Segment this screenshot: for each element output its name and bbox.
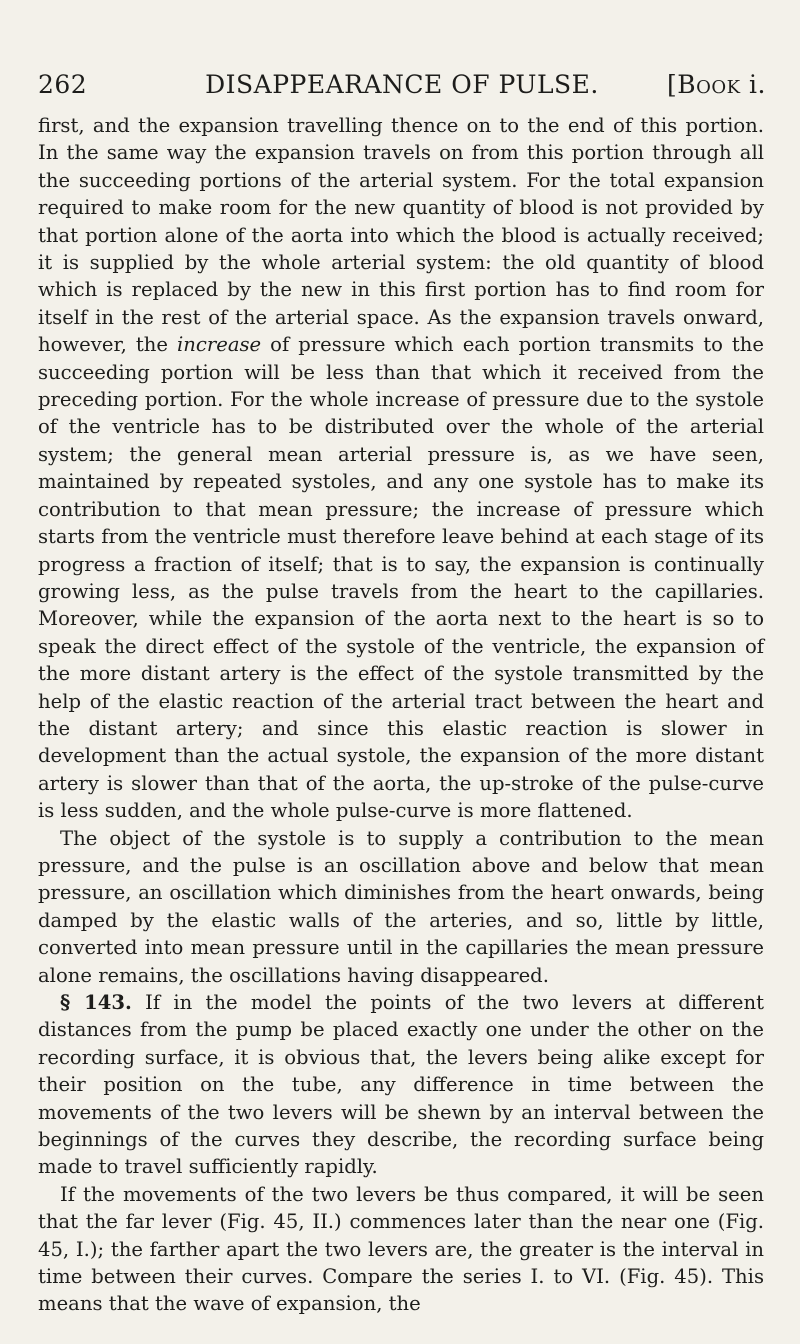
section-number: § 143. [60, 991, 132, 1014]
paragraph-2: The object of the systole is to supply a contribution to the mean pressure, and the pulse is an oscillation above and below that mean pressure, an oscillation which diminishes from the heart onwards, being damped by the elastic walls of the arteries, and so, little by little, converted into mean pressure until in the capillaries the mean pressure alone remains, the oscillations having disappeared. [38, 826, 764, 987]
paragraph-1-emphasis: increase [177, 333, 262, 357]
running-title: DISAPPEARANCE OF PULSE. [205, 70, 599, 99]
paragraph-3-text: If in the model the points of the two levers at different distances from the pump be placed exactly one under the other on the recording surface, it is obvious that, the levers being alike except for their position on the tube, any difference in time between the movements of the two levers will be shewn by an interval between the beginnings of the curves they describe, the recording surface being made to travel sufficiently rapidly. [38, 991, 764, 1179]
paragraph-4: If the movements of the two levers be thus compared, it will be seen that the far lever (Fig. 45, II.) commences later than the near one (Fig. 45, I.); the farther apart the two levers are, the greater is the interval in time between their curves. Compare the series I. to VI. (Fig. 45). This means that the wave of expansion, the [38, 1182, 764, 1316]
paragraph-1-text-a: first, and the expansion travelling thence on to the end of this portion. In the same way the expansion travels on from this portion through all the succeeding portions of the arterial system. For the total expansion required to make room for the new quantity of blood is not provided by that portion alone of the aorta into which the blood is actually received; it is supplied by the whole arterial system: the old quantity of blood which is replaced by the new in this first portion has to find room for itself in the rest of the arterial space. As the expansion travels onward, however, the [38, 114, 764, 357]
paragraph-1-text-b: of pressure which each portion transmits to the succeeding portion will be less than that which it received from the preceding portion. For the whole increase of pressure due to the systole of the ventricle has to be distributed over the whole of the arterial system; the general mean arterial pressure is, as we have seen, maintained by repeated systoles, and any one systole has to make its contribution to that mean pressure; the increase of pressure which starts from the ventricle must therefore leave behind at each stage of its progress a fraction of itself; that is to say, the expansion is continually growing less, as the pulse travels from the heart to the capillaries. Moreover, while the expansion of the aorta next to the heart is so to speak the direct effect of the systole of the ventricle, the expansion of the more distant artery is the effect of the systole transmitted by the help of the elastic reaction of the arterial tract between the heart and the distant artery; and since this elastic reaction is slower in development than the actual systole, the expansion of the more distant artery is slower than that of the aorta, the up-stroke of the pulse-curve is less sudden, and the whole pulse-curve is more flattened. [38, 333, 764, 823]
book-label: [Book i. [667, 70, 766, 99]
paragraph-1 [38, 112, 764, 825]
page-number: 262 [38, 70, 88, 99]
body-text [38, 112, 764, 1318]
running-head [38, 70, 766, 104]
paragraph-3 [38, 989, 764, 1181]
